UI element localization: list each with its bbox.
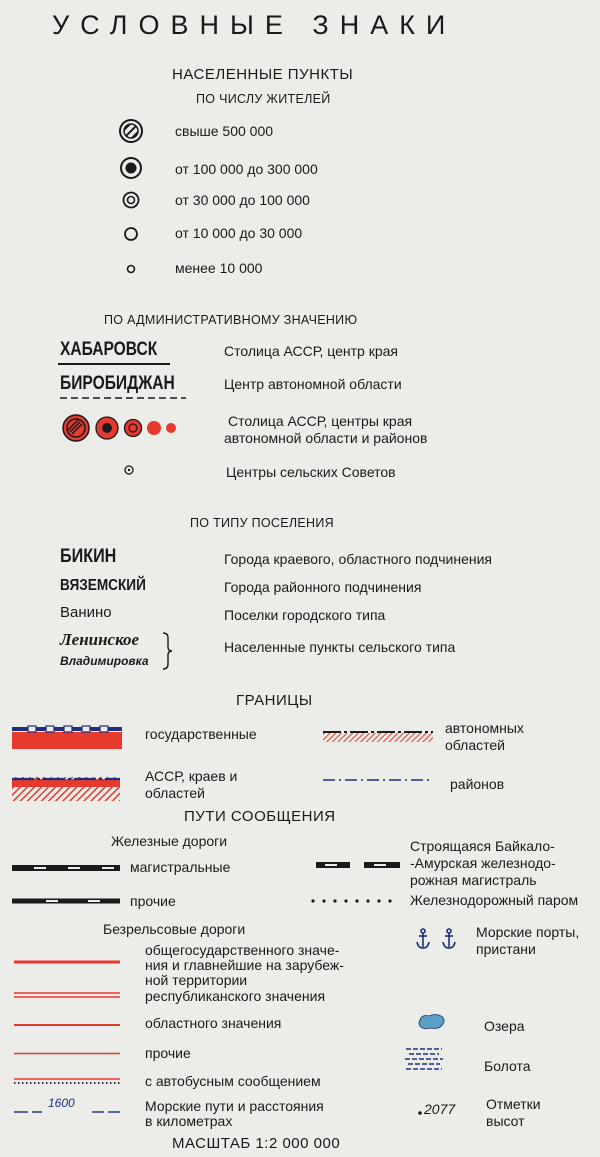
sample-bikin: БИКИН xyxy=(60,546,117,567)
population-label-10k: от 10 000 до 30 000 xyxy=(175,225,303,241)
type-heading: ПО ТИПУ ПОСЕЛЕНИЯ xyxy=(190,516,334,530)
road-other-icon xyxy=(14,1052,120,1055)
swamps-label: Болота xyxy=(484,1058,531,1074)
village-council-icon xyxy=(123,464,135,476)
border-label-districts: районов xyxy=(450,776,505,792)
road-label-state-line3: ной территории xyxy=(145,972,248,988)
ports-label-line1: Морские порты, xyxy=(476,924,580,940)
population-label-100k: от 100 000 до 300 000 xyxy=(175,161,318,177)
lake-icon xyxy=(417,1012,447,1032)
type-label-urban-settlements: Поселки городского типа xyxy=(224,607,386,623)
sea-distance-sample: 1600 xyxy=(48,1096,75,1110)
ferry-dotted-icon xyxy=(310,898,402,904)
swamp-icon xyxy=(404,1046,444,1074)
population-label-30k: от 30 000 до 100 000 xyxy=(175,192,310,208)
sea-routes-label-line2: в километрах xyxy=(145,1113,233,1129)
railway-label-other: прочие xyxy=(130,893,176,909)
road-bus-icon xyxy=(14,1078,120,1085)
routes-heading: ПУТИ СООБЩЕНИЯ xyxy=(184,808,336,825)
roads-heading: Безрельсовые дороги xyxy=(103,921,246,937)
border-label-assr-line1: АССР, краев и xyxy=(145,768,238,784)
road-regional-icon xyxy=(14,1023,120,1027)
elevation-label-line1: Отметки xyxy=(486,1096,541,1112)
borders-heading: ГРАНИЦЫ xyxy=(236,692,313,709)
admin-label-centers-line2: автономной области и районов xyxy=(224,430,428,446)
settlements-heading: НАСЕЛЕННЫЕ ПУНКТЫ xyxy=(172,66,354,83)
population-label-500k: свыше 500 000 xyxy=(175,123,274,139)
hatched-circle-icon xyxy=(117,117,145,145)
road-label-regional: областного значения xyxy=(145,1015,282,1031)
sample-vyazemsky: ВЯЗЕМСКИЙ xyxy=(60,577,146,594)
type-label-rural: Населенные пункты сельского типа xyxy=(224,639,456,655)
road-state-icon xyxy=(14,960,120,964)
sample-vladimirovka: Владимировка xyxy=(60,654,149,668)
trunk-railway-icon xyxy=(12,864,120,872)
open-circle-icon xyxy=(123,226,139,242)
bam-railway-icon xyxy=(316,861,400,869)
autonomous-border-icon xyxy=(323,728,433,742)
autonomous-dashed-underline-icon xyxy=(60,396,186,400)
filled-ring-circle-icon xyxy=(119,156,143,180)
ports-label-line2: пристани xyxy=(476,941,536,957)
small-circle-icon xyxy=(125,263,137,275)
state-border-icon xyxy=(12,723,122,749)
sample-birobidzhan: БИРОБИДЖАН xyxy=(60,373,175,394)
bam-label-line3: рожная магистраль xyxy=(410,872,537,888)
border-label-autonomous-line2: областей xyxy=(445,737,505,753)
scale-label: МАСШТАБ 1:2 000 000 xyxy=(172,1135,341,1152)
brace-icon xyxy=(161,632,173,670)
road-republic-icon xyxy=(14,992,120,998)
anchor-icon xyxy=(415,928,459,950)
bam-label-line1: Строящаяся Байкало- xyxy=(410,838,555,854)
elevation-sample: 2077 xyxy=(424,1101,456,1117)
sample-khabarovsk: ХАБАРОВСК xyxy=(60,339,158,360)
admin-label-capital: Столица АССР, центр края xyxy=(224,343,398,359)
elevation-label-line2: высот xyxy=(486,1113,525,1129)
sample-leninskoe: Ленинское xyxy=(60,630,140,649)
elevation-point-icon xyxy=(418,1111,422,1115)
legend-title: УСЛОВНЫЕ ЗНАКИ xyxy=(52,10,457,40)
admin-heading: ПО АДМИНИСТРАТИВНОМУ ЗНАЧЕНИЮ xyxy=(104,313,358,327)
road-label-other: прочие xyxy=(145,1045,191,1061)
road-label-state-line1: общегосударственного значе- xyxy=(145,942,340,958)
border-label-state: государственные xyxy=(145,726,257,742)
lakes-label: Озера xyxy=(484,1018,525,1034)
admin-label-centers-line1: Столица АССР, центры края xyxy=(228,413,413,429)
admin-centers-circles-icon xyxy=(58,412,182,444)
railway-label-trunk: магистральные xyxy=(130,859,231,875)
type-label-district-cities: Города районного подчинения xyxy=(224,579,422,595)
road-label-state-line2: ния и главнейшие на зарубеж- xyxy=(145,957,344,973)
railways-heading: Железные дороги xyxy=(111,833,228,849)
road-label-bus: с автобусным сообщением xyxy=(145,1073,321,1089)
double-ring-circle-icon xyxy=(121,190,141,210)
sea-routes-label-line1: Морские пути и расстояния xyxy=(145,1098,324,1114)
border-label-autonomous-line1: автономных xyxy=(445,720,524,736)
population-label-under-10k: менее 10 000 xyxy=(175,260,263,276)
sample-vanino: Ванино xyxy=(60,604,112,621)
admin-label-village-councils: Центры сельских Советов xyxy=(226,464,396,480)
capital-underline-icon xyxy=(58,362,170,366)
admin-label-autonomous: Центр автономной области xyxy=(224,376,402,392)
road-label-republic: республиканского значения xyxy=(145,988,326,1004)
assr-border-icon xyxy=(12,773,120,801)
population-heading: ПО ЧИСЛУ ЖИТЕЛЕЙ xyxy=(196,92,331,106)
bam-label-line2: -Амурская железнодо- xyxy=(410,855,556,871)
type-label-regional-cities: Города краевого, областного подчинения xyxy=(224,551,492,567)
border-label-assr-line2: областей xyxy=(145,785,205,801)
district-border-icon xyxy=(323,778,431,782)
ferry-label: Железнодорожный паром xyxy=(410,892,579,908)
other-railway-icon xyxy=(12,898,120,904)
